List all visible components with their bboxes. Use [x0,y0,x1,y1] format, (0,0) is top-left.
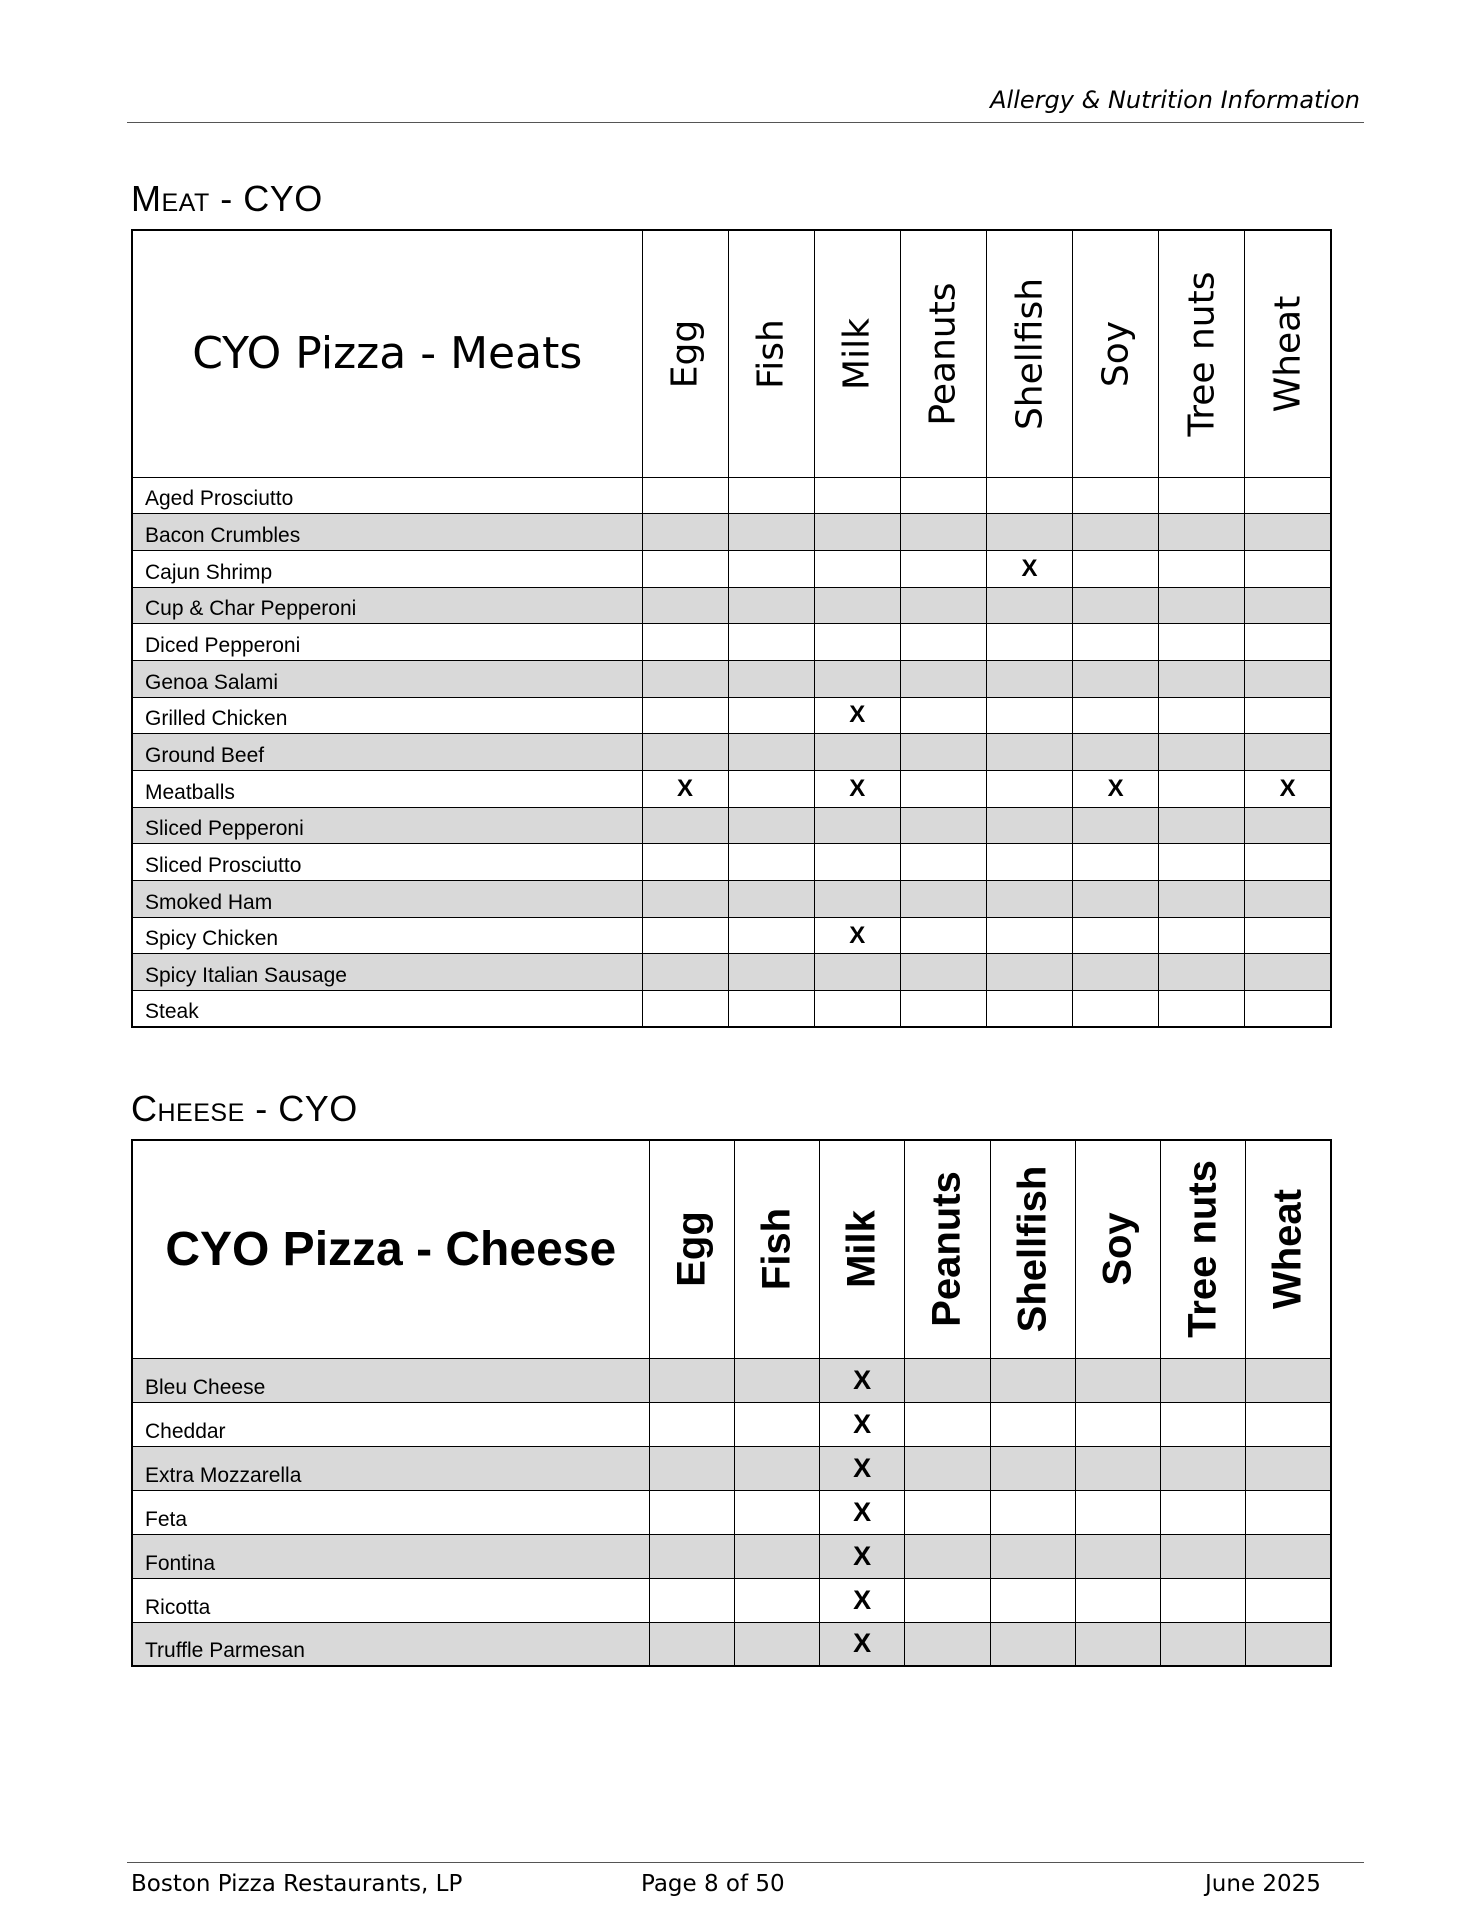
cheese-cell-shellfish [990,1578,1075,1622]
meat-cell-wheat [1245,844,1331,881]
meat-cell-tree-nuts [1159,881,1245,918]
cheese-cell-shellfish [990,1402,1075,1446]
meat-cell-shellfish: X [987,550,1073,587]
cheese-cell-peanuts [905,1622,990,1666]
meat-cell-tree-nuts [1159,954,1245,991]
cheese-row-fontina [132,1534,1331,1578]
meat-cell-peanuts [900,807,986,844]
meat-cell-egg [642,991,728,1028]
cheese-header-label: Egg [669,1211,714,1288]
meat-cell-peanuts [900,771,986,808]
meat-cell-shellfish [987,624,1073,661]
cheese-cell-peanuts [905,1446,990,1490]
cheese-cell-milk: X [820,1622,905,1666]
meat-cell-wheat [1245,807,1331,844]
meat-header-label: Soy [1095,320,1137,387]
cheese-header-label: Milk [839,1210,884,1289]
meat-cell-shellfish [987,477,1073,514]
meat-cell-wheat [1245,697,1331,734]
meat-cell-egg: X [642,771,728,808]
meat-cell-milk [814,587,900,624]
meat-row-aged-prosciutto [132,477,1331,514]
meat-cell-fish [728,660,814,697]
cheese-cell-milk: X [820,1534,905,1578]
meat-item-name: Ground Beef [132,734,642,771]
cheese-cell-soy [1075,1358,1160,1402]
cheese-item-name: Fontina [132,1534,649,1578]
meat-cell-egg [642,807,728,844]
meat-cell-egg [642,734,728,771]
meat-cell-tree-nuts [1159,477,1245,514]
footer-divider [127,1862,1364,1863]
cheese-allergen-table [131,1139,1332,1667]
meat-cell-peanuts [900,514,986,551]
meat-cell-fish [728,807,814,844]
meat-cell-milk: X [814,917,900,954]
meat-cell-wheat [1245,954,1331,991]
cheese-cell-egg [649,1490,734,1534]
meat-cell-egg [642,587,728,624]
meat-cell-soy [1073,697,1159,734]
cheese-header-tree-nuts [1161,1140,1246,1358]
meat-cell-egg [642,477,728,514]
meat-table-header-row [132,230,1331,477]
meat-cell-wheat [1245,514,1331,551]
cheese-header-label: Tree nuts [1180,1160,1225,1339]
meat-header-soy [1073,230,1159,477]
cheese-cell-milk: X [820,1358,905,1402]
meat-cell-wheat [1245,917,1331,954]
meat-row-spicy-italian-sausage [132,954,1331,991]
cheese-row-truffle-parmesan [132,1622,1331,1666]
footer-date: June 2025 [1205,1871,1321,1897]
meat-item-name: Sliced Pepperoni [132,807,642,844]
cheese-cell-fish [734,1534,819,1578]
meat-cell-soy [1073,734,1159,771]
meat-cell-shellfish [987,917,1073,954]
meat-cell-milk [814,881,900,918]
meat-row-grilled-chicken [132,697,1331,734]
cheese-cell-egg [649,1358,734,1402]
meat-cell-fish [728,734,814,771]
meat-cell-fish [728,514,814,551]
meat-header-peanuts [900,230,986,477]
cheese-cell-peanuts [905,1534,990,1578]
meat-header-fish [728,230,814,477]
meat-cell-soy [1073,844,1159,881]
meat-cell-soy [1073,550,1159,587]
meat-cell-fish [728,624,814,661]
meat-cell-peanuts [900,881,986,918]
meat-table-title: CYO Pizza - Meats [132,230,642,477]
meat-cell-milk [814,991,900,1028]
meat-item-name: Cajun Shrimp [132,550,642,587]
meat-cell-egg [642,881,728,918]
cheese-cell-soy [1075,1402,1160,1446]
cheese-item-name: Feta [132,1490,649,1534]
meat-row-steak [132,991,1331,1028]
cheese-row-bleu-cheese [132,1358,1331,1402]
cheese-cell-soy [1075,1446,1160,1490]
meat-cell-egg [642,954,728,991]
cheese-cell-egg [649,1446,734,1490]
meat-cell-shellfish [987,807,1073,844]
cheese-table-header-row [132,1140,1331,1358]
meat-cell-milk: X [814,697,900,734]
cheese-cell-wheat [1246,1534,1331,1578]
meat-cell-milk [814,660,900,697]
meat-cell-milk [814,514,900,551]
cheese-cell-soy [1075,1578,1160,1622]
meat-cell-tree-nuts [1159,587,1245,624]
meat-cell-wheat [1245,660,1331,697]
cheese-cell-wheat [1246,1490,1331,1534]
cheese-cell-peanuts [905,1358,990,1402]
meat-allergen-table [131,229,1332,1028]
meat-item-name: Grilled Chicken [132,697,642,734]
meat-cell-peanuts [900,587,986,624]
cheese-row-feta [132,1490,1331,1534]
cheese-cell-wheat [1246,1578,1331,1622]
meat-row-cajun-shrimp [132,550,1331,587]
meat-cell-wheat [1245,991,1331,1028]
cheese-cell-peanuts [905,1578,990,1622]
cheese-cell-tree-nuts [1161,1358,1246,1402]
meat-cell-milk [814,477,900,514]
meat-cell-peanuts [900,844,986,881]
meat-cell-tree-nuts [1159,624,1245,661]
meat-cell-shellfish [987,991,1073,1028]
meat-cell-tree-nuts [1159,844,1245,881]
meat-cell-egg [642,624,728,661]
cheese-header-soy [1075,1140,1160,1358]
meat-cell-soy: X [1073,771,1159,808]
meat-cell-soy [1073,917,1159,954]
meat-cell-peanuts [900,917,986,954]
meat-cell-shellfish [987,514,1073,551]
meat-cell-soy [1073,514,1159,551]
cheese-table-title: CYO Pizza - Cheese [132,1140,649,1358]
cheese-header-milk [820,1140,905,1358]
meat-row-smoked-ham [132,881,1331,918]
meat-header-label: Fish [750,318,792,389]
meat-item-name: Smoked Ham [132,881,642,918]
meat-cell-wheat [1245,881,1331,918]
meat-item-name: Sliced Prosciutto [132,844,642,881]
footer-page-number: Page 8 of 50 [641,1871,785,1897]
cheese-header-label: Soy [1095,1212,1140,1286]
header-divider [127,122,1364,123]
cheese-item-name: Cheddar [132,1402,649,1446]
meat-row-genoa-salami [132,660,1331,697]
cheese-item-name: Ricotta [132,1578,649,1622]
header-title: Allergy & Nutrition Information [990,86,1360,114]
meat-row-ground-beef [132,734,1331,771]
meat-cell-tree-nuts [1159,771,1245,808]
meat-cell-soy [1073,587,1159,624]
meat-item-name: Diced Pepperoni [132,624,642,661]
meat-cell-fish [728,697,814,734]
cheese-cell-tree-nuts [1161,1578,1246,1622]
cheese-cell-shellfish [990,1358,1075,1402]
meat-cell-tree-nuts [1159,697,1245,734]
cheese-cell-shellfish [990,1446,1075,1490]
meat-cell-wheat [1245,587,1331,624]
meat-header-egg [642,230,728,477]
meat-header-label: Wheat [1267,295,1309,413]
meat-row-meatballs [132,771,1331,808]
meat-cell-peanuts [900,660,986,697]
meat-item-name: Aged Prosciutto [132,477,642,514]
meat-cell-peanuts [900,550,986,587]
cheese-section-title: Cheese - CYO [131,1088,358,1129]
meat-cell-milk [814,954,900,991]
cheese-cell-peanuts [905,1402,990,1446]
cheese-cell-tree-nuts [1161,1490,1246,1534]
cheese-cell-fish [734,1490,819,1534]
meat-cell-shellfish [987,881,1073,918]
cheese-header-label: Peanuts [924,1171,969,1328]
meat-item-name: Bacon Crumbles [132,514,642,551]
cheese-cell-shellfish [990,1490,1075,1534]
meat-cell-egg [642,514,728,551]
meat-cell-soy [1073,477,1159,514]
cheese-cell-milk: X [820,1446,905,1490]
meat-item-name: Spicy Italian Sausage [132,954,642,991]
meat-cell-fish [728,954,814,991]
cheese-item-name: Extra Mozzarella [132,1446,649,1490]
meat-cell-fish [728,550,814,587]
meat-cell-egg [642,697,728,734]
meat-item-name: Spicy Chicken [132,917,642,954]
meat-cell-tree-nuts [1159,917,1245,954]
meat-row-sliced-pepperoni [132,807,1331,844]
meat-cell-fish [728,991,814,1028]
meat-header-label: Egg [664,319,706,388]
meat-section-title: Meat - CYO [131,178,323,219]
meat-header-label: Peanuts [922,282,964,426]
meat-cell-milk: X [814,771,900,808]
meat-row-spicy-chicken [132,917,1331,954]
meat-cell-peanuts [900,477,986,514]
cheese-header-fish [734,1140,819,1358]
meat-cell-fish [728,881,814,918]
cheese-cell-milk: X [820,1490,905,1534]
cheese-cell-shellfish [990,1534,1075,1578]
meat-cell-soy [1073,807,1159,844]
meat-cell-shellfish [987,734,1073,771]
cheese-item-name: Bleu Cheese [132,1358,649,1402]
meat-cell-milk [814,550,900,587]
cheese-header-label: Wheat [1265,1189,1310,1310]
meat-cell-egg [642,917,728,954]
cheese-header-label: Shellfish [1010,1165,1055,1333]
meat-cell-wheat [1245,550,1331,587]
meat-cell-peanuts [900,991,986,1028]
meat-cell-tree-nuts [1159,734,1245,771]
cheese-cell-egg [649,1534,734,1578]
cheese-cell-fish [734,1358,819,1402]
meat-row-diced-pepperoni [132,624,1331,661]
meat-cell-wheat: X [1245,771,1331,808]
meat-cell-wheat [1245,624,1331,661]
meat-cell-tree-nuts [1159,807,1245,844]
cheese-cell-tree-nuts [1161,1446,1246,1490]
meat-cell-milk [814,734,900,771]
cheese-cell-tree-nuts [1161,1622,1246,1666]
cheese-cell-wheat [1246,1402,1331,1446]
footer-company: Boston Pizza Restaurants, LP [131,1871,463,1897]
meat-header-label: Shellfish [1009,277,1051,430]
meat-cell-fish [728,587,814,624]
meat-cell-wheat [1245,734,1331,771]
meat-cell-shellfish [987,697,1073,734]
meat-cell-fish [728,844,814,881]
cheese-cell-tree-nuts [1161,1534,1246,1578]
meat-cell-peanuts [900,954,986,991]
cheese-cell-milk: X [820,1578,905,1622]
meat-header-tree-nuts [1159,230,1245,477]
cheese-cell-milk: X [820,1402,905,1446]
meat-cell-tree-nuts [1159,550,1245,587]
meat-cell-milk [814,624,900,661]
cheese-cell-soy [1075,1534,1160,1578]
meat-item-name: Genoa Salami [132,660,642,697]
meat-header-shellfish [987,230,1073,477]
meat-cell-tree-nuts [1159,660,1245,697]
meat-cell-fish [728,917,814,954]
cheese-cell-wheat [1246,1622,1331,1666]
meat-cell-wheat [1245,477,1331,514]
meat-cell-soy [1073,881,1159,918]
cheese-header-egg [649,1140,734,1358]
meat-header-milk [814,230,900,477]
meat-cell-fish [728,477,814,514]
meat-cell-milk [814,807,900,844]
cheese-cell-shellfish [990,1622,1075,1666]
meat-cell-egg [642,550,728,587]
cheese-cell-fish [734,1446,819,1490]
meat-cell-shellfish [987,954,1073,991]
meat-cell-soy [1073,991,1159,1028]
meat-cell-shellfish [987,587,1073,624]
meat-cell-tree-nuts [1159,514,1245,551]
cheese-cell-fish [734,1578,819,1622]
cheese-cell-wheat [1246,1446,1331,1490]
meat-item-name: Cup & Char Pepperoni [132,587,642,624]
meat-row-sliced-prosciutto [132,844,1331,881]
cheese-cell-egg [649,1622,734,1666]
meat-header-label: Tree nuts [1181,271,1223,437]
meat-cell-fish [728,771,814,808]
cheese-cell-soy [1075,1622,1160,1666]
meat-cell-shellfish [987,844,1073,881]
cheese-header-wheat [1246,1140,1331,1358]
cheese-cell-fish [734,1402,819,1446]
meat-cell-shellfish [987,771,1073,808]
meat-header-wheat [1245,230,1331,477]
cheese-cell-egg [649,1578,734,1622]
cheese-cell-egg [649,1402,734,1446]
cheese-cell-wheat [1246,1358,1331,1402]
cheese-row-extra-mozzarella [132,1446,1331,1490]
meat-cell-milk [814,844,900,881]
cheese-row-cheddar [132,1402,1331,1446]
cheese-cell-tree-nuts [1161,1402,1246,1446]
cheese-cell-fish [734,1622,819,1666]
cheese-header-peanuts [905,1140,990,1358]
meat-cell-soy [1073,954,1159,991]
cheese-item-name: Truffle Parmesan [132,1622,649,1666]
meat-cell-peanuts [900,697,986,734]
meat-item-name: Meatballs [132,771,642,808]
meat-item-name: Steak [132,991,642,1028]
meat-row-cup-and-char-pepperoni [132,587,1331,624]
cheese-row-ricotta [132,1578,1331,1622]
cheese-cell-soy [1075,1490,1160,1534]
meat-cell-egg [642,844,728,881]
cheese-cell-peanuts [905,1490,990,1534]
cheese-header-shellfish [990,1140,1075,1358]
cheese-header-label: Fish [754,1208,799,1291]
meat-cell-egg [642,660,728,697]
meat-cell-soy [1073,624,1159,661]
meat-header-label: Milk [836,317,878,390]
meat-cell-soy [1073,660,1159,697]
meat-cell-peanuts [900,624,986,661]
meat-cell-tree-nuts [1159,991,1245,1028]
meat-cell-peanuts [900,734,986,771]
meat-row-bacon-crumbles [132,514,1331,551]
meat-cell-shellfish [987,660,1073,697]
